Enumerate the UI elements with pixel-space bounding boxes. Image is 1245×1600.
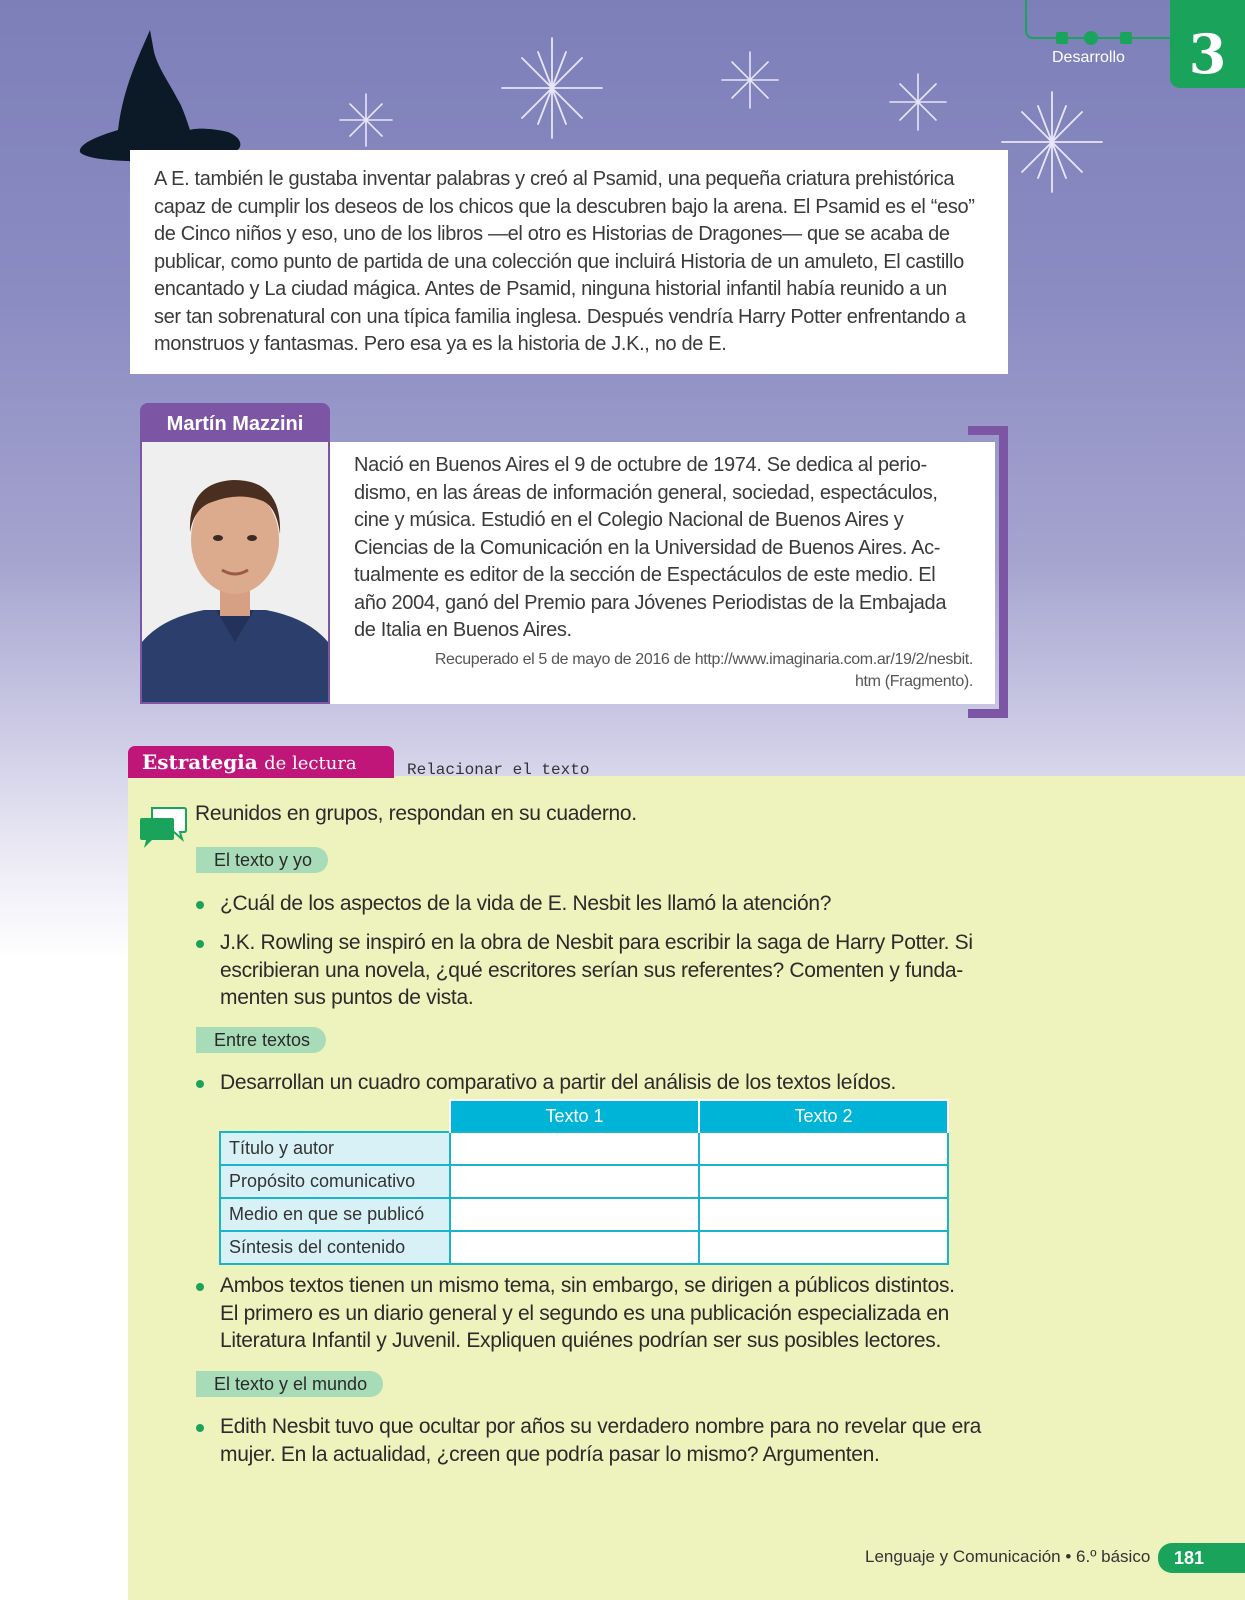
- chapter-number: 3: [1170, 0, 1245, 88]
- question-item: [196, 1272, 955, 1355]
- text-line: capaz de cumplir los deseos de los chicos que la descubren bajo la arena. El Psamid es el “eso”: [154, 195, 975, 218]
- sparkle-star-icon: [1000, 90, 1104, 194]
- column-header: Texto 2: [699, 1100, 948, 1132]
- bio-line: tualmente es editor de la sección de Espectáculos de este medio. El: [354, 564, 936, 586]
- table-row: [220, 1231, 948, 1264]
- text-line: monstruos y fantasmas. Pero esa ya es la historia de J.K., no de E.: [154, 333, 727, 355]
- question-line: Desarrollan un cuadro comparativo a partir del análisis de los textos leídos.: [220, 1071, 897, 1094]
- source-citation: [354, 649, 973, 693]
- source-line: htm (Fragmento).: [855, 672, 973, 690]
- table-cell-empty: [699, 1198, 948, 1231]
- text-line: de Cinco niños y eso, uno de los libros —el otro es Historias de Dragones— que se acaba de: [154, 223, 950, 245]
- question-item: [196, 1069, 896, 1097]
- question-item: [196, 929, 973, 1012]
- row-header: Título y autor: [220, 1132, 450, 1165]
- question-line: Ambos textos tienen un mismo tema, sin embargo, se dirigen a públicos distintos.: [220, 1274, 955, 1297]
- question-item: [196, 890, 831, 918]
- group-chat-icon: [140, 806, 188, 850]
- bio-line: cine y música. Estudió en el Colegio Nacional de Buenos Aires y: [354, 509, 904, 531]
- sparkle-star-icon: [338, 92, 394, 148]
- strategy-title-light: de lectura: [264, 753, 357, 774]
- source-line: Recuperado el 5 de mayo de 2016 de http://www.imaginaria.com.ar/19/2/nesbit.: [434, 650, 973, 668]
- question-line: ¿Cuál de los aspectos de la vida de E. Nesbit les llamó la atención?: [220, 892, 832, 915]
- table-cell-empty: [450, 1132, 699, 1165]
- author-name: Martín Mazzini: [140, 403, 330, 443]
- chapter-label: Desarrollo: [1052, 49, 1125, 66]
- section-label-texto-mundo: El texto y el mundo: [196, 1371, 383, 1397]
- column-header: Texto 1: [450, 1100, 699, 1132]
- row-header: Medio en que se publicó: [220, 1198, 450, 1231]
- row-header: Síntesis del contenido: [220, 1231, 450, 1264]
- strategy-subtitle: Relacionar el texto: [407, 761, 590, 779]
- strategy-title-bold: Estrategia: [142, 750, 258, 774]
- sparkle-star-icon: [888, 72, 948, 132]
- bio-line: Nació en Buenos Aires el 9 de octubre de 1974. Se dedica al perio-: [354, 454, 927, 476]
- question-line: menten sus puntos de vista.: [220, 986, 474, 1009]
- bio-line: Ciencias de la Comunicación en la Universidad de Buenos Aires. Ac-: [354, 536, 941, 559]
- section-label-entre-textos: Entre textos: [196, 1027, 326, 1053]
- page-number: 181: [1158, 1543, 1245, 1573]
- comparison-table: [219, 1099, 949, 1265]
- bullet-icon: [196, 1080, 204, 1088]
- author-photo: [140, 442, 330, 704]
- table-row: [220, 1198, 948, 1231]
- question-line: mujer. En la actualidad, ¿creen que podría pasar lo mismo? Argumenten.: [220, 1442, 880, 1466]
- text-line: publicar, como punto de partida de una colección que incluirá Historia de un amuleto, El castillo: [154, 250, 964, 273]
- table-cell-empty: [699, 1165, 948, 1198]
- table-row: [220, 1165, 948, 1198]
- section-label-texto-yo: El texto y yo: [196, 847, 328, 873]
- bio-line: año 2004, ganó del Premio para Jóvenes Periodistas de la Embajada: [354, 591, 947, 614]
- table-cell-empty: [450, 1165, 699, 1198]
- strategy-title: [128, 746, 394, 778]
- table-cell-empty: [450, 1231, 699, 1264]
- question-line: Literatura Infantil y Juvenil. Expliquen quiénes podrían ser sus posibles lectores.: [220, 1329, 942, 1352]
- question-line: escribieran una novela, ¿qué escritores serían sus referentes? Comenten y funda-: [220, 958, 963, 982]
- text-line: encantado y La ciudad mágica. Antes de Psamid, ninguna historial infantil había reunido a un: [154, 278, 947, 300]
- sparkle-star-icon: [500, 36, 604, 140]
- question-line: Edith Nesbit tuvo que ocultar por años su verdadero nombre para no revelar que era: [220, 1415, 982, 1438]
- bullet-icon: [196, 940, 204, 948]
- bullet-icon: [196, 1283, 204, 1291]
- bullet-icon: [196, 1424, 204, 1432]
- activity-instruction: Reunidos en grupos, respondan en su cuaderno.: [195, 802, 637, 825]
- sparkle-star-icon: [720, 50, 780, 110]
- witch-hat-icon: [78, 28, 243, 168]
- row-header: Propósito comunicativo: [220, 1165, 450, 1198]
- bio-line: dismo, en las áreas de información general, sociedad, espectáculos,: [354, 481, 938, 504]
- table-cell-empty: [699, 1231, 948, 1264]
- chapter-progress-icon: [1020, 0, 1180, 50]
- table-cell-empty: [699, 1132, 948, 1165]
- text-line: A E. también le gustaba inventar palabras y creó al Psamid, una pequeña criatura prehistórica: [154, 168, 955, 190]
- bullet-icon: [196, 901, 204, 909]
- bio-line: de Italia en Buenos Aires.: [354, 619, 572, 641]
- text-line: ser tan sobrenatural con una típica familia inglesa. Después vendría Harry Potter enfrentando a: [154, 305, 966, 328]
- question-line: J.K. Rowling se inspiró en la obra de Nesbit para escribir la saga de Harry Potter. Si: [220, 931, 973, 954]
- table-row: [220, 1132, 948, 1165]
- author-bio: [330, 442, 995, 704]
- footer-subject: Lenguaje y Comunicación • 6.º básico: [865, 1547, 1151, 1566]
- question-line: El primero es un diario general y el segundo es una publicación especializada en: [220, 1301, 949, 1325]
- portrait-image: [142, 442, 328, 704]
- table-cell-empty: [450, 1198, 699, 1231]
- question-item: [196, 1413, 981, 1468]
- article-excerpt: [130, 150, 1008, 374]
